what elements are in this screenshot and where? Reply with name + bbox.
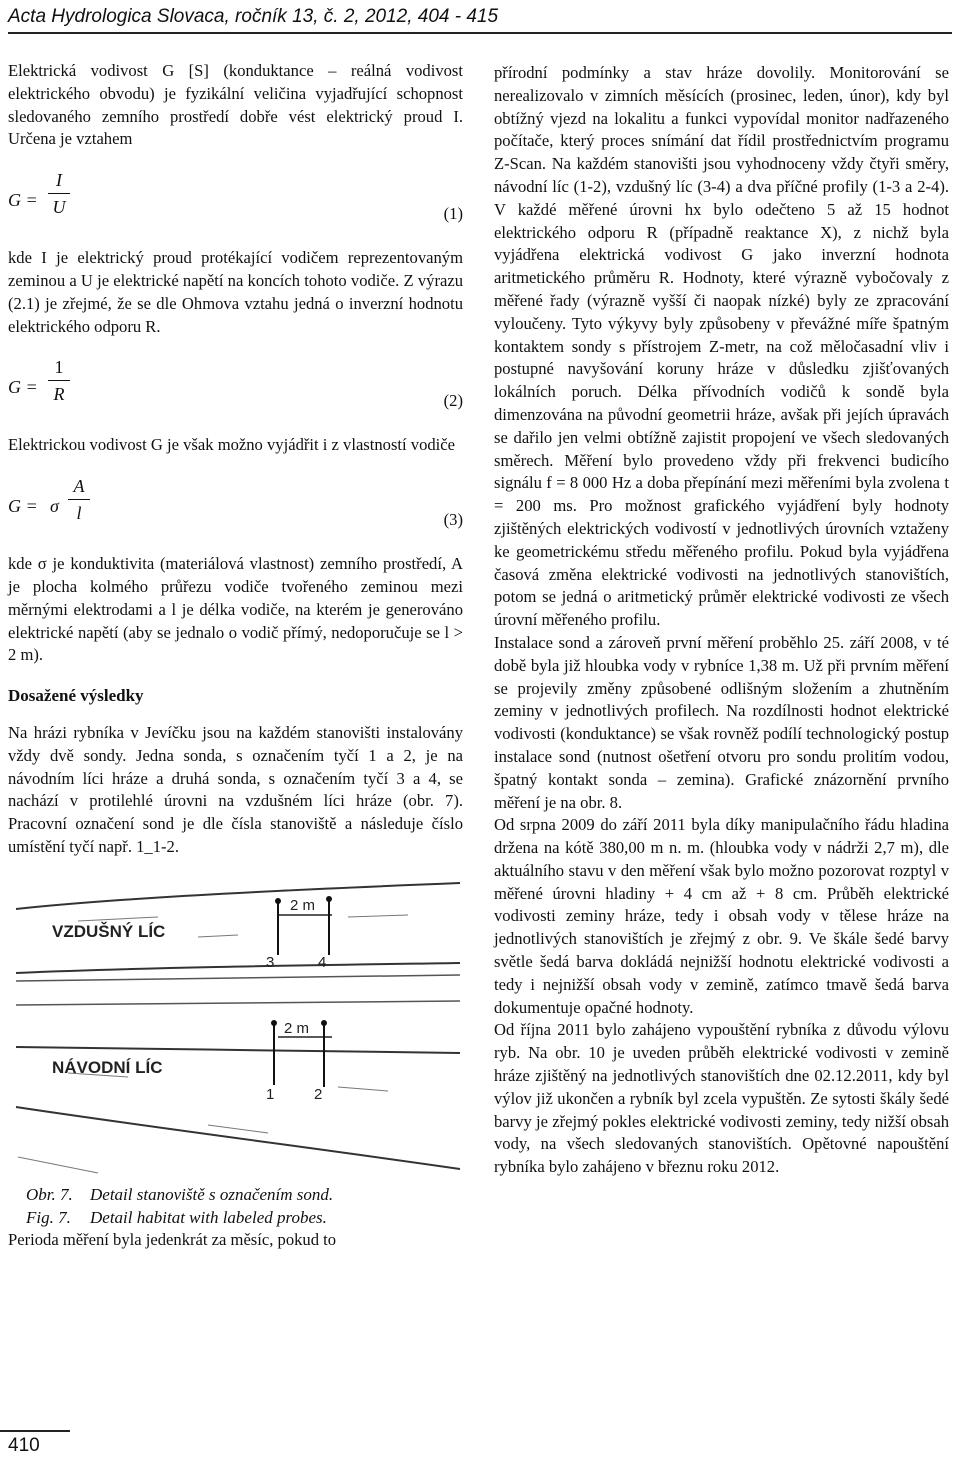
equation-3-number: (3) <box>443 510 463 530</box>
probe-label-3: 3 <box>266 953 275 971</box>
page-number-text: 410 <box>8 1435 40 1456</box>
left-column <box>8 60 463 1252</box>
equation-1-lhs: G = <box>8 190 38 211</box>
distance-top: 2 m <box>290 896 316 914</box>
equation-1-numerator: I <box>56 170 62 191</box>
caption-czech-text: Detail stanoviště s označením sond. <box>90 1184 334 1204</box>
paragraph-water-level: Od srpna 2009 do září 2011 byla díky manipulačního řádu hladina držena na kótě 380,00 m n. m. (hloubka vody v nádrži 2,7 m), dle aktuálního stavu v den měření však bylo možno pozorovat rozptyl v měřené úrovni hladiny + 4 cm až + 8 cm. Průběh elektrické vodivosti zeminy hráze, tedy i obsah vody v tělese hráze na jednotlivých stanovištích je zřejmý z obr. 9. Ve škále šedé barvy světle šedá barva dokládá nejnižší hodnotu elektrické vodivosti a tedy i nejnižší obsah vody v zemině, zatímco tmavě šedá barva dokumentuje opačné hodnoty. <box>494 815 949 1017</box>
equation-3 <box>8 469 463 543</box>
equation-1-fraction <box>48 169 70 218</box>
fraction-bar <box>48 193 70 194</box>
paragraph-ohm-law: kde I je elektrický proud protékající vodičem reprezentovaným zeminou a U je elektrické napětí na koncích tohoto vodiče. Z výrazu (2.1) je zřejmé, že se dle Ohmova vztahu jedná o inverzní hodnotu elektrického odporu R. <box>8 248 463 336</box>
equation-2-number: (2) <box>443 391 463 411</box>
equation-3-sigma: σ <box>50 496 59 517</box>
caption-czech <box>8 1183 463 1206</box>
paragraph-conductor-properties: Elektrickou vodivost G je však možno vyjádřit i z vlastností vodiče <box>8 435 456 455</box>
paragraph-conductivity-explanation: kde σ je konduktivita (materiálová vlastnost) zemního prostředí, A je plocha kolmého průřezu vodiče tvořeného zeminou mezi měrnými elektrodami a l je délka vodiče, na kterém je generováno elektrické napětí (aby se jednalo o vodič přímý, nedoporučuje se l > 2 m). <box>8 554 463 665</box>
section-heading-results: Dosažené výsledky <box>8 686 144 706</box>
fraction-bar <box>48 380 70 381</box>
equation-3-lhs: G = <box>8 496 38 517</box>
equation-1-number: (1) <box>443 204 463 224</box>
equation-2-denominator: R <box>53 384 65 405</box>
paragraph-monitoring: přírodní podmínky a stav hráze dovolily. Monitorování se nerealizovalo v zimních měsících (prosinec, leden, únor), kdy byl obtížný vjezd na lokalitu a funkci vypovídal monitor nadřazeného počítače, který proces snímání dat řídil prostřednictvím programu Z-Scan. Na každém stanovišti jsou vyhodnoceny vždy čtyři směry, návodní líc (1-2), vzdušný líc (3-4) a dva příčné profily (1-3 a 2-4). V každé měřené úrovni hx bylo odečteno 5 až 15 hodnot elektrického odporu R (případně reaktance X), z nichž byla vyjádřena elektrická vodivost G jako inverzní hodnota aritmetického průměru R. Hodnoty, které výrazně vybočovaly z měřené řady (výrazně vyšší či naopak nízké) byly ze zpracování vyloučeny. Tyto výkyvy byly způsobeny v převážné míře špatným kontaktem sondy s přístrojem Z-metr, na což měločasadní vliv i postupné navyšování koruny hráze v důsledku zjišťovaných lokálních poruch. Délka přívodních vodičů k sondě byla dimenzována na původní geometrii hráze, avšak při jejích úpravách se dařilo jen velmi obtížně zajistit propojení ve všech sledovaných směrech. Měření bylo provedeno vždy při frekvenci budicího signálu f = 8 000 Hz a doba přepínání mezi měřeními byla zvolena t = 200 ms. Pro možnost grafického vyjádření byly hodnoty zjištěných elektrických vodivostí v jednotlivých úrovních vztaženy ke geometrickému středu měřeného profilu. Pokud byla vyjádřena časová změna elektrické vodivosti na jednotlivých stanovištích, potom se jedná o aritmetický průměr elektrické vodivosti ze všech úrovní měřeného profilu. <box>494 63 949 630</box>
equation-2-lhs: G = <box>8 377 38 398</box>
caption-czech-label: Obr. 7. <box>26 1184 73 1204</box>
equation-3-numerator: A <box>73 476 85 497</box>
equation-1 <box>8 163 463 237</box>
figure-7-caption <box>8 1183 463 1229</box>
probe-label-2: 2 <box>314 1085 323 1103</box>
figure-7-drawing <box>8 877 463 1177</box>
journal-title: Acta Hydrologica Slovaca, ročník 13, č. 2, 2012, 404 - 415 <box>8 6 499 27</box>
paragraph-probe-installation: Na hrázi rybníka v Jevíčku jsou na každém stanovišti instalovány vždy dvě sondy. Jedna sonda, s označením tyčí 1 a 2, je na návodním líci hráze a druhá sonda, s označením tyčí 3 a 4, se nachází v protilehlé úrovni na vzdušném líci hráze (obr. 7). Pracovní označení sond je dle čísla stanoviště a následuje číslo umístění tyčí např. 1_1-2. <box>8 722 463 856</box>
distance-bottom: 2 m <box>284 1019 310 1037</box>
probe-label-4: 4 <box>318 953 327 971</box>
running-header <box>8 4 952 34</box>
equation-2 <box>8 350 463 424</box>
label-air-side: VZDUŠNÝ LÍC <box>52 921 166 941</box>
equation-2-fraction <box>48 356 70 405</box>
label-water-side: NÁVODNÍ LÍC <box>52 1057 163 1077</box>
fraction-bar <box>68 499 90 500</box>
equation-2-numerator: 1 <box>54 357 64 378</box>
right-column <box>494 62 949 1179</box>
caption-english-label: Fig. 7. <box>26 1207 71 1227</box>
equation-1-denominator: U <box>52 197 66 218</box>
probe-label-1: 1 <box>266 1085 275 1103</box>
paragraph-conductance-definition: Elektrická vodivost G [S] (konduktance – reálná vodivost elektrického obvodu) je fyzikální veličina vyjadřující schopnost sledovaného zemního prostředí dobře vést elektrický proud I. Určena je vztahem <box>8 61 463 149</box>
page-number <box>0 1430 70 1460</box>
equation-3-denominator: l <box>76 503 82 524</box>
paragraph-measurement-period: Perioda měření byla jedenkrát za měsíc, pokud to <box>8 1229 337 1249</box>
caption-english-text: Detail habitat with labeled probes. <box>90 1207 327 1227</box>
caption-english <box>8 1206 463 1229</box>
figure-7-probe-detail <box>8 877 463 1177</box>
paragraph-draining: Od října 2011 bylo zahájeno vypouštění rybníka z důvodu výlovu ryb. Na obr. 10 je uveden průběh elektrické vodivosti v zemině hráze zjištěný na jednotlivých stanovištích dne 02.12.2011, kdy byl výlov již ukončen a rybník byl zcela vypuštěn. Ze sytosti škály šedé barvy je zřejmý pokles elektrické vodivosti zeminy, tedy nižší obsah vody, na všech sledovaných stanovištích. Opětovné napouštění rybníka bylo zahájeno v březnu roku 2012. <box>494 1020 949 1177</box>
equation-3-fraction <box>68 475 90 524</box>
paragraph-installation: Instalace sond a zároveň první měření proběhlo 25. září 2008, v té době byla již hloubka vody v rybníce 1,38 m. Už při prvním měření se projevily změny způsobené odlišným složením a zhutněním zeminy v jednotlivých profilech. Na rozdílnosti hodnot elektrické vodivosti (konduktance) se však rovněž podílí technologický postup instalace sond (nutnost ošetření otvoru pro sondu prolitím vodou, špatný kontakt sonda – zemina). Grafické znázornění prvního měření je na obr. 8. <box>494 632 949 812</box>
